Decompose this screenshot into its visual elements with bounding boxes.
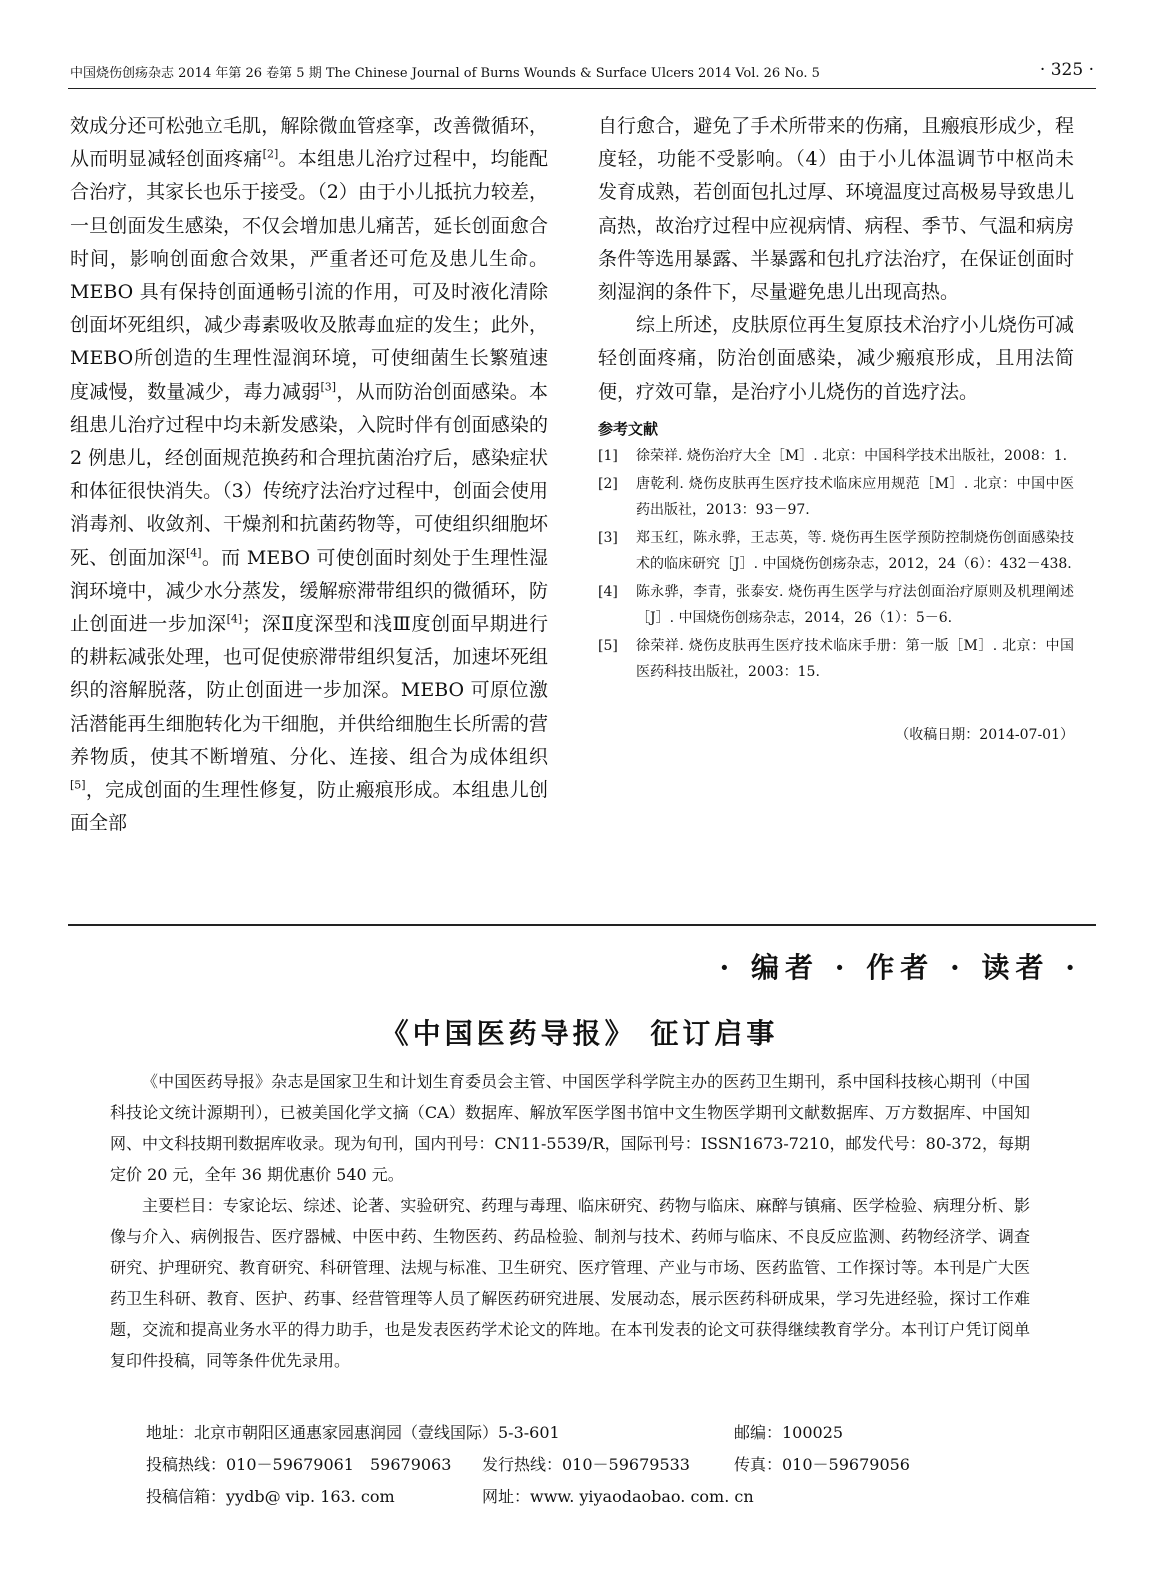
- right-column: [598, 110, 1074, 752]
- page-number: · 325 ·: [1039, 60, 1094, 80]
- reference-text: 郑玉红，陈永骅，王志英，等. 烧伤再生医学预防控制烧伤创面感染技术的临床研究［J］. 中国烧伤创疡杂志，2012，24（6）：432－438.: [636, 529, 1074, 572]
- email-text: 投稿信箱：yydb@ vip. 163. com: [146, 1487, 395, 1506]
- citation-ref: [5]: [70, 778, 86, 792]
- fax-text: 传真：010－59679056: [734, 1455, 910, 1474]
- citation-ref: [2]: [262, 147, 279, 161]
- notice-title: 《中国医药导报》 征订启事: [380, 1017, 779, 1050]
- reference-number: [1]: [598, 447, 618, 464]
- reference-text: 徐荣祥. 烧伤治疗大全［M］. 北京：中国科学技术出版社，2008：1.: [636, 447, 1068, 464]
- reference-text: 唐乾利. 烧伤皮肤再生医疗技术临床应用规范［M］. 北京：中国中医药出版社，2013：93－97.: [636, 475, 1074, 518]
- reference-number: [2]: [598, 475, 618, 492]
- section-divider: [68, 924, 1096, 926]
- reference-item: [598, 443, 1074, 469]
- reference-number: [3]: [598, 529, 618, 546]
- body-paragraph: 自行愈合，避免了手术所带来的伤痛，且瘢痕形成少，程度轻，功能不受影响。（4）由于小儿体温调节中枢尚未发育成熟，若创面包扎过厚、环境温度过高极易导致患儿高热，故治疗过程中应视病情、病程、季节、气温和病房条件等选用暴露、半暴露和包扎疗法治疗，在保证创面时刻湿润的条件下，尽量避免患儿出现高热。: [598, 115, 1074, 304]
- reference-number: [4]: [598, 583, 618, 600]
- left-column: [70, 110, 548, 840]
- notice-paragraph: 主要栏目：专家论坛、综述、论著、实验研究、药理与毒理、临床研究、药物与临床、麻醉与镇痛、医学检验、病理分析、影像与介入、病例报告、医疗器械、中医中药、生物医药、药品检验、制剂与技术、药师与临床、不良反应监测、药物经济学、调查研究、护理研究、教育研究、科研管理、法规与标准、卫生研究、医疗管理、产业与市场、医药监管、工作探讨等。本刊是广大医药卫生科研、教育、医护、药事、经营管理等人员了解医药研究进展、发展动态，展示医药科研成果，学习先进经验，探讨工作难题，交流和提高业务水平的得力助手，也是发表医药学术论文的阵地。在本刊发表的论文可获得继续教育学分。本刊订户凭订阅单复印件投稿，同等条件优先录用。: [110, 1196, 1030, 1370]
- citation-ref: [3]: [320, 380, 337, 394]
- text-run: 。而 MEBO 可使创面时刻处于生理性湿润环境中，减少水分蒸发，缓解瘀滞带组织的微循环，防止创面进一步加深: [70, 546, 548, 636]
- references-list: [598, 443, 1074, 685]
- journal-citation: 中国烧伤创疡杂志 2014 年第 26 卷第 5 期 The Chinese Journal of Burns Wounds & Surface Ulcers 2014 Vol. 26 No. 5: [70, 66, 820, 81]
- submit-phone-text: 投稿热线：010－59679061 59679063: [146, 1455, 452, 1474]
- distribution-phone-text: 发行热线：010－59679533: [482, 1455, 690, 1474]
- section-label: · 编者 · 作者 · 读者 ·: [719, 951, 1081, 984]
- website-text: 网址：www. yiyaodaobao. com. cn: [482, 1487, 754, 1506]
- reference-number: [5]: [598, 637, 618, 654]
- text-run: 效成分还可松弛立毛肌，解除微血管痉挛，改善微循环，从而明显减轻创面疼痛: [70, 115, 548, 171]
- citation-ref: [4]: [226, 612, 243, 626]
- address-text: 地址：北京市朝阳区通惠家园惠润园（壹线国际）5-3-601: [146, 1423, 560, 1442]
- text-run: ，完成创面的生理性修复，防止瘢痕形成。本组患儿创面全部: [70, 779, 548, 835]
- reference-item: [598, 471, 1074, 523]
- text-run: ；深Ⅱ度深型和浅Ⅲ度创面早期进行的耕耘减张处理，也可促使瘀滞带组织复活，加速坏死组织的溶解脱落，防止创面进一步加深。MEBO 可原位激活潜能再生细胞转化为干细胞，并供给细胞生长所需的营养物质，使其不断增殖、分化、连接、组合为成体组织: [70, 613, 548, 768]
- header-divider: [68, 88, 1096, 89]
- citation-ref: [4]: [185, 546, 202, 560]
- received-date: （收稿日期：2014-07-01）: [895, 726, 1074, 743]
- reference-text: 徐荣祥. 烧伤皮肤再生医疗技术临床手册：第一版［M］. 北京：中国医药科技出版社，2003：15.: [636, 637, 1074, 680]
- text-run: ，从而防治创面感染。本组患儿治疗过程中均未新发感染，入院时伴有创面感染的 2 例患儿，经创面规范换药和合理抗菌治疗后，感染症状和体征很快消失。（3）传统疗法治疗过程中，创面会使用消毒剂、收敛剂、干燥剂和抗菌药物等，可使组织细胞坏死、创面加深: [70, 380, 548, 569]
- running-header: [70, 62, 1094, 84]
- reference-text: 陈永骅，李青，张泰安. 烧伤再生医学与疗法创面治疗原则及机理阐述［J］. 中国烧伤创疡杂志，2014，26（1）：5－6.: [636, 583, 1074, 626]
- body-paragraph: [70, 110, 548, 840]
- reference-item: [598, 525, 1074, 577]
- reference-item: [598, 633, 1074, 685]
- reference-item: [598, 579, 1074, 631]
- notice-body: [110, 1066, 1030, 1376]
- references-heading: 参考文献: [598, 419, 659, 438]
- conclusion-paragraph: 综上所述，皮肤原位再生复原技术治疗小儿烧伤可减轻创面疼痛，防治创面感染，减少瘢痕形成，且用法简便，疗效可靠，是治疗小儿烧伤的首选疗法。: [598, 314, 1074, 403]
- text-run: 。本组患儿治疗过程中，均能配合治疗，其家长也乐于接受。（2）由于小儿抵抗力较差，一旦创面发生感染，不仅会增加患儿痛苦，延长创面愈合时间，影响创面愈合效果，严重者还可危及患儿生命。MEBO 具有保持创面通畅引流的作用，可及时液化清除创面坏死组织，减少毒素吸收及脓毒血症的发生；此外，MEBO所创造的生理性湿润环境，可使细菌生长繁殖速度减慢，数量减少，毒力减弱: [70, 148, 548, 403]
- postcode-text: 邮编：100025: [734, 1423, 844, 1442]
- notice-paragraph: 《中国医药导报》杂志是国家卫生和计划生育委员会主管、中国医学科学院主办的医药卫生期刊，系中国科技核心期刊（中国科技论文统计源期刊），已被美国化学文摘（CA）数据库、解放军医学图书馆中文生物医学期刊文献数据库、万方数据库、中国知网、中文科技期刊数据库收录。现为旬刊，国内刊号：CN11-5539/R，国际刊号：ISSN1673-7210，邮发代号：80-372，每期定价 20 元，全年 36 期优惠价 540 元。: [110, 1072, 1030, 1184]
